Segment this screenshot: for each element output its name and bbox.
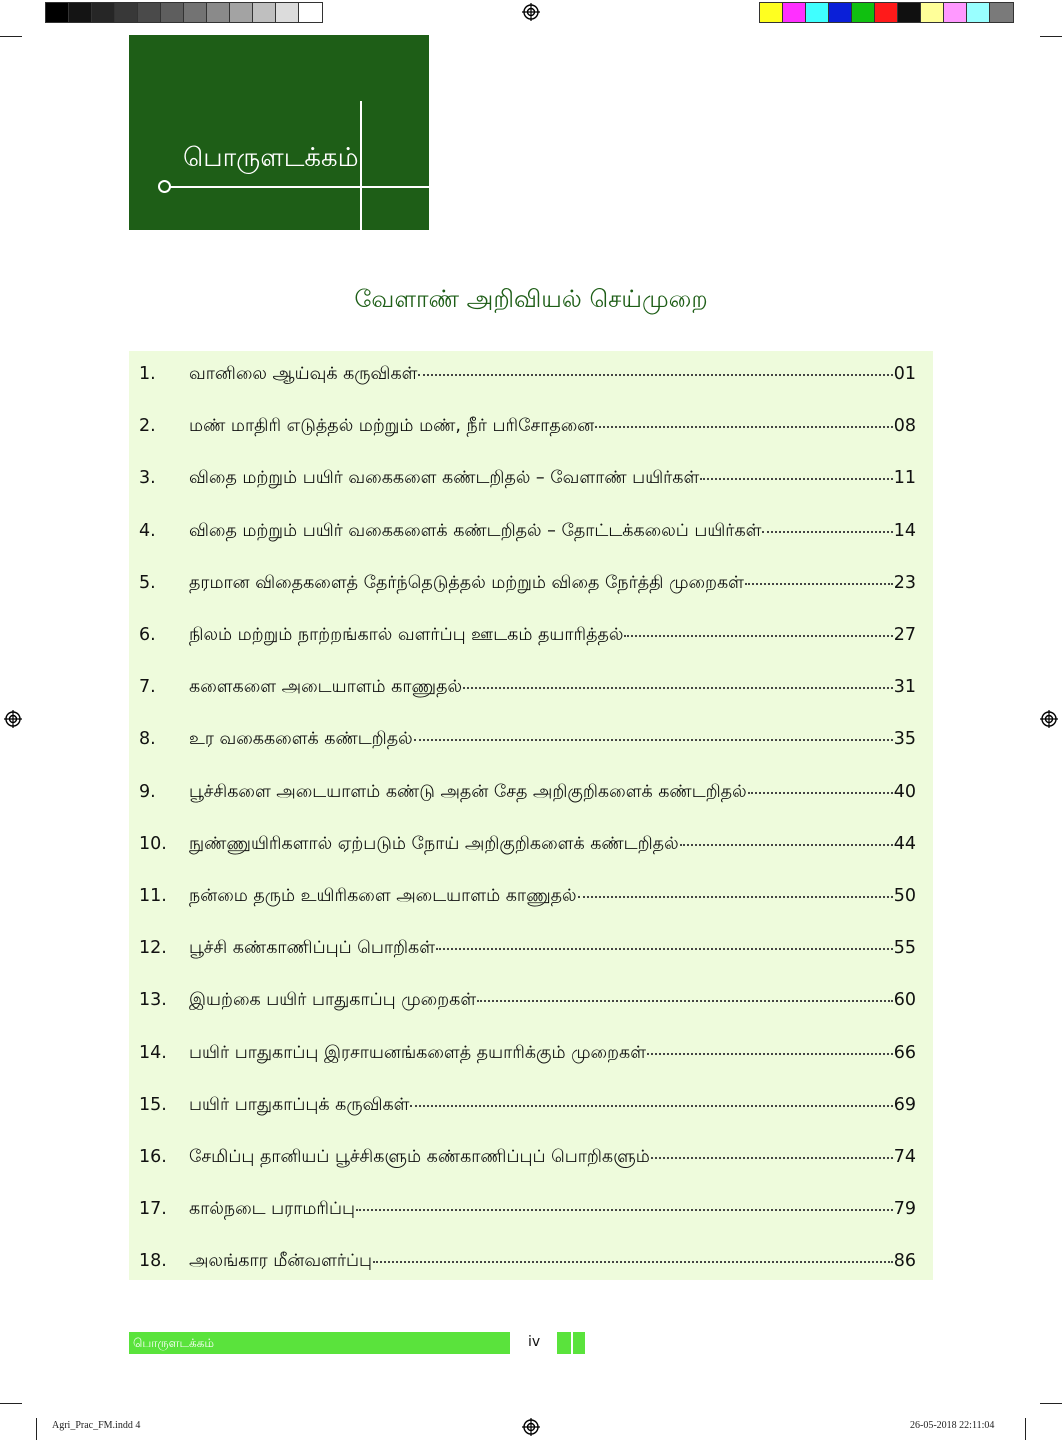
color-swatch xyxy=(783,3,806,22)
toc-entry-page: 79 xyxy=(893,1199,916,1220)
toc-entry[interactable] xyxy=(129,573,933,603)
registration-mark-icon xyxy=(1040,710,1058,728)
table-of-contents xyxy=(129,351,933,1280)
color-swatch xyxy=(184,3,207,22)
toc-entry-number: 14. xyxy=(139,1042,167,1063)
toc-entry[interactable] xyxy=(129,938,933,968)
toc-entry[interactable] xyxy=(129,729,933,759)
toc-entry-page: 31 xyxy=(893,677,916,698)
toc-entry[interactable] xyxy=(129,1043,933,1073)
toc-dot-leader xyxy=(647,1053,893,1055)
toc-entry-number: 6. xyxy=(139,625,156,645)
toc-dot-leader xyxy=(762,531,892,533)
toc-entry[interactable] xyxy=(129,468,933,498)
footer-decor-block xyxy=(573,1332,585,1354)
color-swatch xyxy=(967,3,990,22)
color-swatch xyxy=(276,3,299,22)
decorative-circle-icon xyxy=(158,180,171,193)
toc-dot-leader xyxy=(578,896,893,898)
toc-entry-number: 11. xyxy=(139,886,167,906)
crop-mark xyxy=(36,1418,37,1440)
chapter-title-box xyxy=(129,35,429,230)
decorative-vertical-line xyxy=(360,101,362,230)
color-swatch xyxy=(898,3,921,22)
toc-entry-page: 40 xyxy=(893,781,916,802)
toc-entry-number: 17. xyxy=(139,1199,167,1220)
color-swatch xyxy=(806,3,829,22)
toc-dot-leader xyxy=(436,948,893,950)
toc-entry[interactable] xyxy=(129,782,933,812)
toc-entry-title: கால்நடை பராமரிப்பு xyxy=(189,1199,356,1220)
toc-entry-page: 01 xyxy=(893,364,916,384)
toc-dot-leader xyxy=(477,1000,893,1002)
toc-entry-page: 08 xyxy=(893,416,916,437)
toc-entry-title: நிலம் மற்றும் நாற்றங்கால் வளர்ப்பு ஊடகம் தயாரித்தல் xyxy=(189,625,624,645)
toc-entry-number: 5. xyxy=(139,572,156,593)
toc-entry[interactable] xyxy=(129,886,933,916)
page-number: iv xyxy=(528,1334,541,1350)
toc-entry[interactable] xyxy=(129,1095,933,1125)
toc-entry[interactable] xyxy=(129,1199,933,1229)
crop-mark xyxy=(1040,36,1062,37)
toc-entry-number: 15. xyxy=(139,1094,167,1115)
slug-filename: Agri_Prac_FM.indd 4 xyxy=(52,1420,141,1431)
toc-entry-title: மண் மாதிரி எடுத்தல் மற்றும் மண், நீர் பரிசோதனை xyxy=(189,416,595,437)
toc-entry[interactable] xyxy=(129,625,933,655)
color-swatch xyxy=(829,3,852,22)
toc-entry-page: 14 xyxy=(893,520,916,541)
color-swatch xyxy=(115,3,138,22)
color-swatch xyxy=(990,3,1013,22)
toc-entry-title: இயற்கை பயிர் பாதுகாப்பு முறைகள் xyxy=(189,990,477,1011)
toc-entry-number: 2. xyxy=(139,416,156,437)
toc-entry-title: களைகளை அடையாளம் காணுதல் xyxy=(189,677,462,698)
toc-entry-number: 3. xyxy=(139,468,156,489)
toc-entry[interactable] xyxy=(129,521,933,551)
toc-dot-leader xyxy=(414,739,893,741)
toc-dot-leader xyxy=(463,687,893,689)
toc-entry-page: 23 xyxy=(893,572,916,593)
process-color-bar xyxy=(759,2,1014,23)
crop-mark xyxy=(1025,1418,1026,1440)
crop-mark xyxy=(0,36,22,37)
toc-entry-page: 55 xyxy=(893,938,916,959)
grayscale-color-bar xyxy=(45,2,323,23)
toc-dot-leader xyxy=(595,426,892,428)
toc-entry-page: 35 xyxy=(893,729,916,750)
toc-entry-number: 10. xyxy=(139,833,167,854)
toc-dot-leader xyxy=(680,844,893,846)
toc-entry[interactable] xyxy=(129,834,933,864)
color-swatch xyxy=(69,3,92,22)
color-swatch xyxy=(46,3,69,22)
toc-entry-page: 50 xyxy=(893,886,916,906)
color-swatch xyxy=(852,3,875,22)
toc-entry-number: 16. xyxy=(139,1147,167,1167)
color-swatch xyxy=(299,3,322,22)
footer-section-label: பொருளடக்கம் xyxy=(129,1332,510,1354)
toc-entry-number: 13. xyxy=(139,990,167,1011)
color-swatch xyxy=(253,3,276,22)
toc-entry-number: 8. xyxy=(139,729,156,750)
toc-dot-leader xyxy=(373,1261,893,1263)
toc-dot-leader xyxy=(624,635,892,637)
registration-mark-icon xyxy=(522,3,540,21)
toc-dot-leader xyxy=(418,374,892,376)
color-swatch xyxy=(230,3,253,22)
toc-entry[interactable] xyxy=(129,364,933,394)
toc-entry-title: உர வகைகளைக் கண்டறிதல் xyxy=(189,729,413,750)
toc-entry-title: பூச்சிகளை அடையாளம் கண்டு அதன் சேத அறிகுறிகளைக் கண்டறிதல் xyxy=(189,781,747,802)
toc-entry-number: 12. xyxy=(139,938,167,959)
toc-dot-leader xyxy=(410,1105,892,1107)
decorative-horizontal-line xyxy=(169,186,429,188)
toc-dot-leader xyxy=(745,583,893,585)
footer-decor-block xyxy=(557,1332,571,1354)
toc-entry-title: அலங்கார மீன்வளர்ப்பு xyxy=(189,1251,373,1272)
registration-mark-icon xyxy=(4,710,22,728)
section-subtitle: வேளாண் அறிவியல் செய்முறை xyxy=(354,285,708,313)
crop-mark xyxy=(1040,1403,1062,1404)
toc-entry-number: 9. xyxy=(139,781,156,802)
page-title: பொருளடக்கம் xyxy=(183,143,359,173)
toc-entry-title: சேமிப்பு தானியப் பூச்சிகளும் கண்காணிப்புப் பொறிகளும் xyxy=(189,1147,650,1167)
toc-entry-page: 66 xyxy=(893,1042,916,1063)
color-swatch xyxy=(92,3,115,22)
toc-entry-page: 44 xyxy=(893,833,916,854)
toc-entry-number: 18. xyxy=(139,1251,167,1272)
slug-timestamp: 26-05-2018 22:11:04 xyxy=(910,1420,995,1431)
toc-entry-title: பயிர் பாதுகாப்பு இரசாயனங்களைத் தயாரிக்கும் முறைகள் xyxy=(189,1042,646,1063)
toc-dot-leader xyxy=(700,478,892,480)
color-swatch xyxy=(161,3,184,22)
toc-entry-title: நன்மை தரும் உயிரிகளை அடையாளம் காணுதல் xyxy=(189,886,577,906)
color-swatch xyxy=(207,3,230,22)
toc-entry-title: விதை மற்றும் பயிர் வகைகளைக் கண்டறிதல் – தோட்டக்கலைப் பயிர்கள் xyxy=(189,520,762,541)
toc-entry-title: விதை மற்றும் பயிர் வகைகளை கண்டறிதல் – வேளாண் பயிர்கள் xyxy=(189,468,700,489)
color-swatch xyxy=(138,3,161,22)
toc-entry[interactable] xyxy=(129,677,933,707)
toc-dot-leader xyxy=(748,792,893,794)
crop-mark xyxy=(0,1403,22,1404)
color-swatch xyxy=(944,3,967,22)
toc-entry-page: 11 xyxy=(893,468,916,489)
toc-dot-leader xyxy=(356,1209,893,1211)
toc-entry[interactable] xyxy=(129,1251,933,1281)
toc-entry-title: வானிலை ஆய்வுக் கருவிகள் xyxy=(189,364,418,384)
toc-entry-page: 69 xyxy=(893,1094,916,1115)
toc-dot-leader xyxy=(651,1157,893,1159)
toc-entry-number: 4. xyxy=(139,520,156,541)
toc-entry-title: பயிர் பாதுகாப்புக் கருவிகள் xyxy=(189,1094,410,1115)
toc-entry-number: 1. xyxy=(139,364,156,384)
color-swatch xyxy=(760,3,783,22)
registration-mark-icon xyxy=(522,1418,540,1436)
toc-entry-page: 86 xyxy=(893,1251,916,1272)
toc-entry-page: 27 xyxy=(893,625,916,645)
toc-entry-page: 60 xyxy=(893,990,916,1011)
toc-entry[interactable] xyxy=(129,990,933,1020)
toc-entry[interactable] xyxy=(129,416,933,446)
color-swatch xyxy=(875,3,898,22)
toc-entry-page: 74 xyxy=(893,1147,916,1167)
toc-entry[interactable] xyxy=(129,1147,933,1177)
color-swatch xyxy=(921,3,944,22)
toc-entry-title: தரமான விதைகளைத் தேர்ந்தெடுத்தல் மற்றும் விதை நேர்த்தி முறைகள் xyxy=(189,572,744,593)
toc-entry-number: 7. xyxy=(139,677,156,698)
toc-entry-title: நுண்ணுயிரிகளால் ஏற்படும் நோய் அறிகுறிகளைக் கண்டறிதல் xyxy=(189,833,679,854)
toc-entry-title: பூச்சி கண்காணிப்புப் பொறிகள் xyxy=(189,938,436,959)
